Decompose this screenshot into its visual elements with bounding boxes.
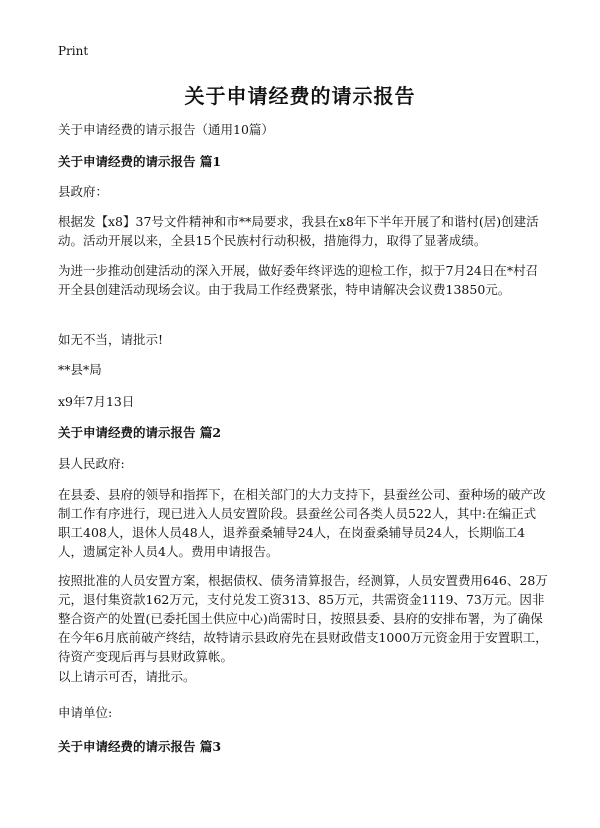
section-1-paragraph-1: 根据发【x8】37号文件精神和市**局要求，我县在x8年下半年开展了和谐村(居)创建活动。活动开展以来，全县15个民族村行动积极，措施得力，取得了显著成绩。 bbox=[58, 214, 539, 248]
section-1-heading: 关于申请经费的请示报告 篇1 bbox=[58, 154, 222, 169]
print-label: Print bbox=[58, 44, 89, 58]
section-1-paragraph-3: 如无不当，请批示! bbox=[58, 332, 164, 347]
section-2-addressee: 县人民政府: bbox=[58, 456, 125, 471]
section-1-signature: **县*局 bbox=[58, 362, 102, 377]
section-2-paragraph-3: 以上请示可否，请批示。 bbox=[58, 669, 196, 684]
section-2-heading: 关于申请经费的请示报告 篇2 bbox=[58, 425, 222, 440]
section-3-heading: 关于申请经费的请示报告 篇3 bbox=[58, 739, 222, 754]
section-1-addressee: 县政府： bbox=[58, 184, 109, 199]
section-2-paragraph-1: 在县委、县府的领导和指挥下，在相关部门的大力支持下，县蚕丝公司、蚕种场的破产改制工作有序进行，现已进入人员安置阶段。县蚕丝公司各类人员522人，其中:在编正式职工408人，退休人员48人，退养蚕桑辅导24人，在岗蚕桑辅导员24人，长期临工4人，遗属定补人员4人。费用申请报告。 bbox=[58, 487, 546, 559]
page-title: 关于申请经费的请示报告 bbox=[184, 84, 416, 108]
section-1-paragraph-2: 为进一步推动创建活动的深入开展，做好委年终评选的迎检工作，拟于7月24日在*村召开全县创建活动现场会议。由于我局工作经费紧张，特申请解决会议费13850元。 bbox=[58, 263, 539, 297]
document-subtitle: 关于申请经费的请示报告（通用10篇） bbox=[58, 122, 274, 137]
section-1-date: x9年7月13日 bbox=[58, 394, 135, 409]
section-2-paragraph-2: 按照批准的人员安置方案，根据债权、债务清算报告，经测算，人员安置费用646、28万元，退付集资款162万元，支付兑发工资313、85万元，共需资金1119、73万元。因非整合资产的处置(已委托国土供应中心)尚需时日，按照县委、县府的安排布署，为了确保在今年6月底前破产终结，故特请示县政府先在县财政借支1000万元资金用于安置职工，待资产变现后再与县财政算帐。 bbox=[58, 573, 548, 664]
section-2-applicant: 申请单位: bbox=[58, 705, 113, 720]
